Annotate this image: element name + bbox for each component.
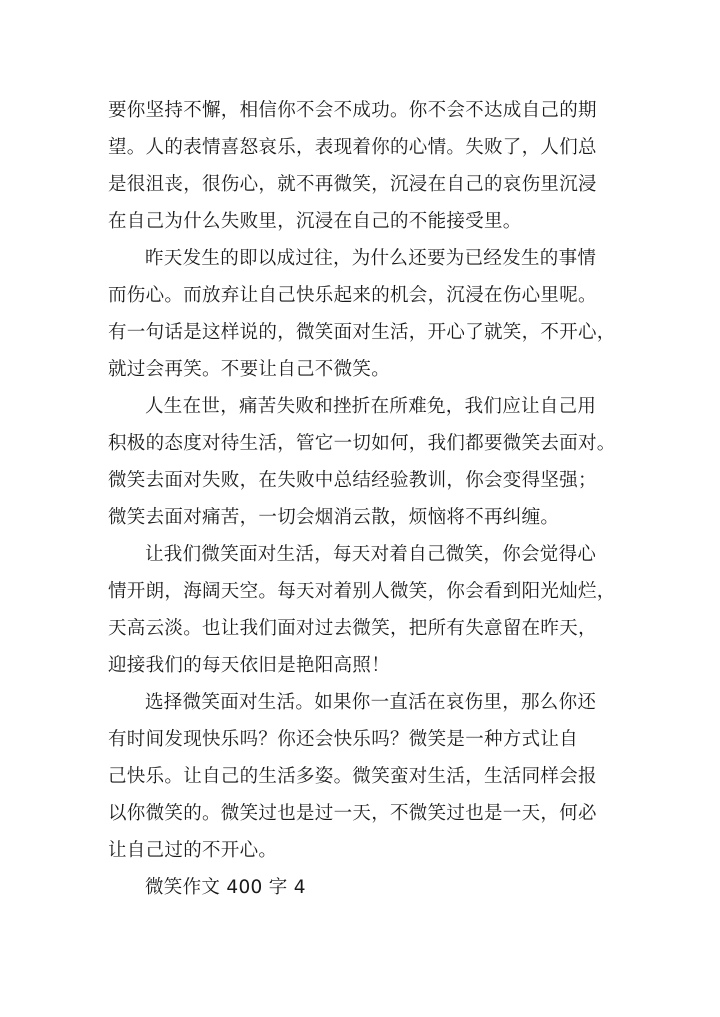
paragraph-5	[108, 684, 614, 869]
text-line: 让自己过的不开心。	[108, 840, 278, 861]
text-line: 微笑去面对痛苦，一切会烟消云散，烦恼将不再纠缠。	[108, 507, 560, 528]
text-line: 迎接我们的每天依旧是艳阳高照！	[108, 655, 391, 676]
document-body	[108, 92, 614, 906]
paragraph-1	[108, 92, 614, 240]
text-line: 就过会再笑。不要让自己不微笑。	[108, 359, 391, 380]
section-heading: 微笑作文 400 字 4	[145, 877, 306, 898]
text-line: 情开朗，海阔天空。每天对着别人微笑，你会看到阳光灿烂，	[108, 581, 616, 602]
text-line: 让我们微笑面对生活，每天对着自己微笑，你会觉得心	[145, 544, 597, 565]
text-line: 天高云淡。也让我们面对过去微笑，把所有失意留在昨天，	[108, 618, 597, 639]
paragraph-4	[108, 536, 614, 684]
text-line: 有一句话是这样说的，微笑面对生活，开心了就笑，不开心，	[108, 322, 616, 343]
text-line: 昨天发生的即以成过往，为什么还要为已经发生的事情	[145, 248, 597, 269]
text-line: 选择微笑面对生活。如果你一直活在哀伤里，那么你还	[145, 692, 597, 713]
text-line: 是很沮丧，很伤心，就不再微笑，沉浸在自己的哀伤里沉浸	[108, 174, 597, 195]
text-line: 而伤心。而放弃让自己快乐起来的机会，沉浸在伤心里呢。	[108, 285, 597, 306]
text-line: 在自己为什么失败里，沉浸在自己的不能接受里。	[108, 211, 522, 232]
text-line: 以你微笑的。微笑过也是过一天，不微笑过也是一天，何必	[108, 803, 597, 824]
text-line: 人生在世，痛苦失败和挫折在所难免，我们应让自己用	[145, 396, 597, 417]
text-line: 有时间发现快乐吗？你还会快乐吗？微笑是一种方式让自	[108, 729, 579, 750]
paragraph-3	[108, 388, 614, 536]
text-line: 要你坚持不懈，相信你不会不成功。你不会不达成自己的期	[108, 100, 597, 121]
text-line: 望。人的表情喜怒哀乐，表现着你的心情。失败了，人们总	[108, 137, 597, 158]
text-line: 积极的态度对待生活，管它一切如何，我们都要微笑去面对。	[108, 433, 616, 454]
paragraph-2	[108, 240, 614, 388]
text-line: 微笑去面对失败，在失败中总结经验教训，你会变得坚强；	[108, 470, 597, 491]
text-line: 己快乐。让自己的生活多姿。微笑蛮对生活，生活同样会报	[108, 766, 597, 787]
